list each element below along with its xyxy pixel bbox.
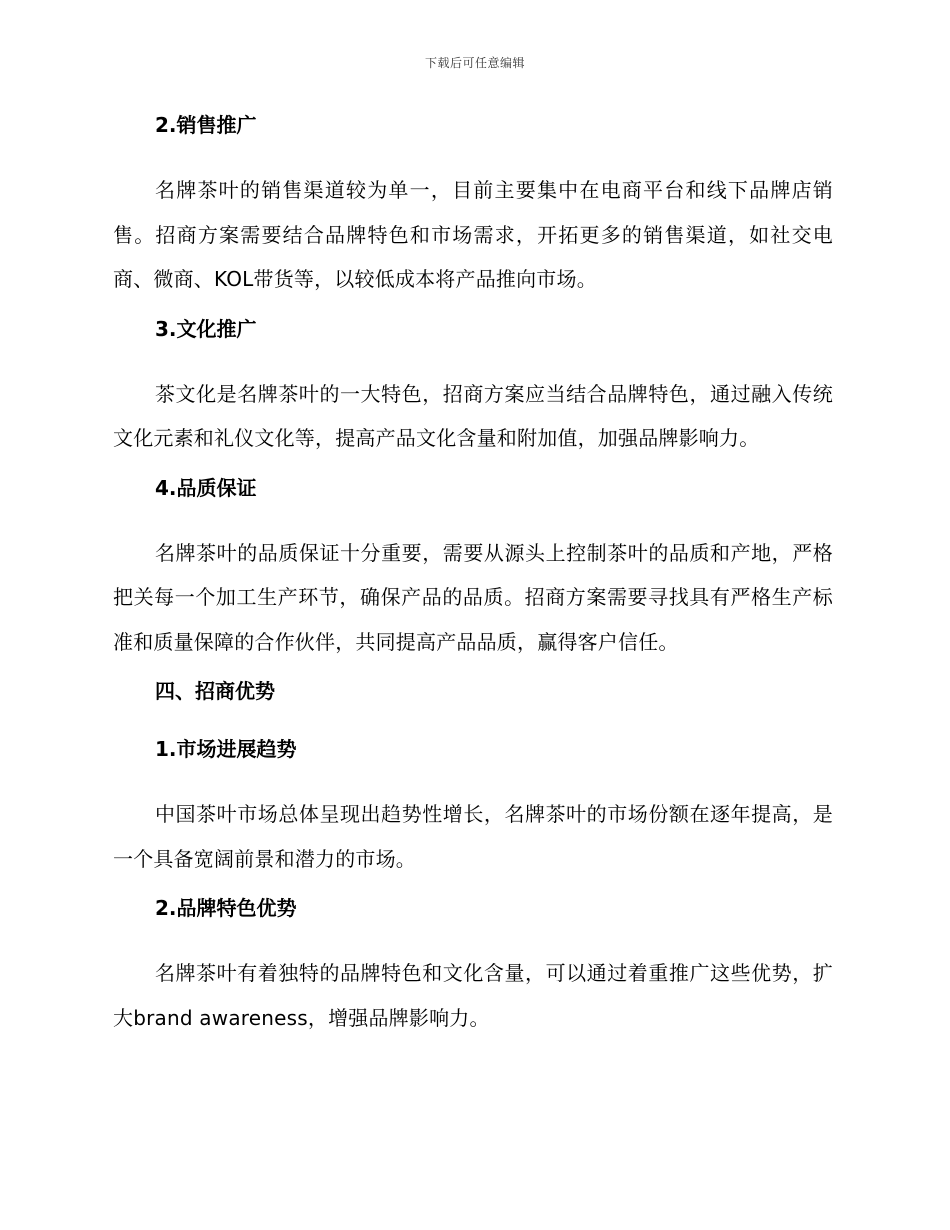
chapter-heading-investment-advantages: 四、招商优势 — [155, 679, 275, 703]
section-heading-market-trend: 1.市场进展趋势 — [155, 737, 297, 761]
paragraph-culture-promotion: 茶文化是名牌茶叶的一大特色，招商方案应当结合品牌特色，通过融入传统文化元素和礼仪文化等，提高产品文化含量和附加值，加强品牌影响力。 — [113, 381, 833, 450]
document-body — [113, 110, 833, 1052]
section-heading-quality-assurance: 4.品质保证 — [155, 475, 257, 500]
section-heading-culture-promotion: 3.文化推广 — [155, 316, 257, 341]
paragraph-market-trend: 中国茶叶市场总体呈现出趋势性增长，名牌茶叶的市场份额在逐年提高，是一个具备宽阔前景和潜力的市场。 — [113, 802, 833, 871]
paragraph-quality-assurance: 名牌茶叶的品质保证十分重要，需要从源头上控制茶叶的品质和产地，严格把关每一个加工生产环节，确保产品的品质。招商方案需要寻找具有严格生产标准和质量保障的合作伙伴，共同提高产品品质，赢得客户信任。 — [113, 540, 833, 654]
page-header: 下载后可任意编辑 — [424, 56, 525, 70]
paragraph-sales-promotion: 名牌茶叶的销售渠道较为单一，目前主要集中在电商平台和线下品牌店销售。招商方案需要结合品牌特色和市场需求，开拓更多的销售渠道，如社交电商、微商、KOL带货等，以较低成本将产品推向市场。 — [113, 178, 833, 291]
section-heading-sales-promotion: 2.销售推广 — [155, 113, 257, 137]
paragraph-brand-advantage: 名牌茶叶有着独特的品牌特色和文化含量，可以通过着重推广这些优势，扩大brand awareness，增强品牌影响力。 — [113, 961, 833, 1030]
section-heading-brand-advantage: 2.品牌特色优势 — [155, 896, 297, 920]
